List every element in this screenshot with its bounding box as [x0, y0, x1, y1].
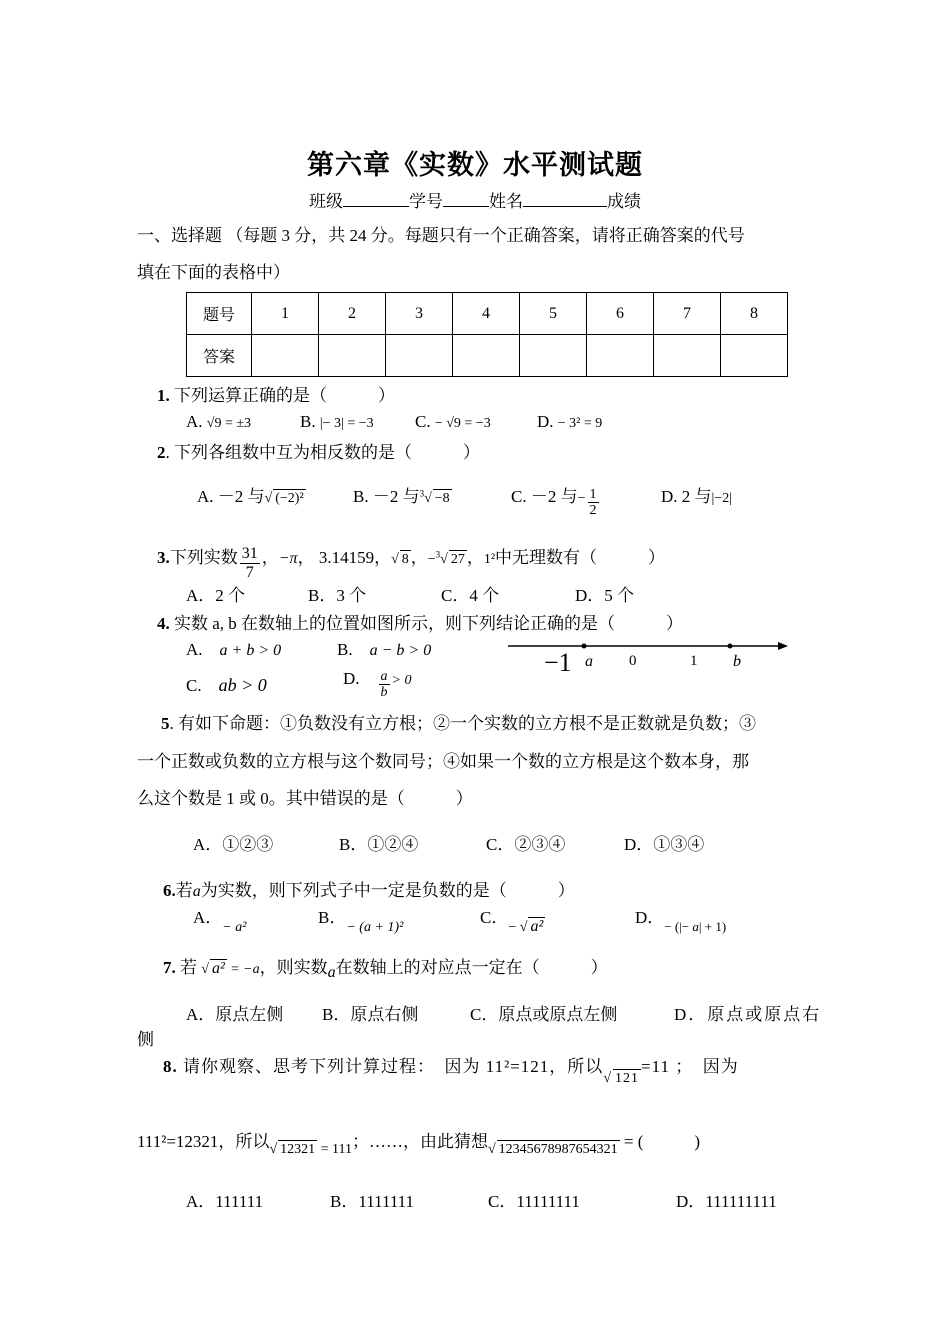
label-b: b [733, 653, 741, 670]
table-num-3: 3 [386, 293, 453, 335]
table-num-8: 8 [721, 293, 788, 335]
label-minus-one: −1 [544, 648, 572, 677]
q6-option-b: B．$_{- (a + 1)^2}$ [318, 908, 404, 935]
class-label: 班级 [309, 192, 343, 211]
table-num-1: 1 [252, 293, 319, 335]
q1-stem: 1. 下列运算正确的是（ ） [157, 386, 395, 405]
table-num-7: 7 [654, 293, 721, 335]
table-num-5: 5 [520, 293, 587, 335]
section1-instruction-1: 一、选择题 （每题 3 分，共 24 分。每题只有一个正确答案，请将正确答案的代号 [137, 226, 745, 245]
table-header-row [187, 293, 788, 335]
number-label: 学号 [409, 192, 443, 211]
q3-option-b: B．3 个 [308, 586, 367, 605]
q2-option-b: B. －2 与$^3$√ −8 [353, 487, 450, 506]
q8-line-1: 8. 请你观察、思考下列计算过程： 因为 11²=121，所以$_{√ 121}$=11 ； 因为 [163, 1057, 739, 1086]
q2-option-c: C. －2 与− $\frac{1}{2}$ [511, 487, 597, 518]
number-line [508, 636, 788, 676]
q2-option-a: A. －2 与√ (−2)² [197, 487, 304, 506]
q2-option-d: D. 2 与|−2| [661, 487, 733, 506]
label-a: a [585, 653, 593, 670]
q6-stem: 6.若a为实数，则下列式子中一定是负数的是（ ） [163, 881, 575, 900]
score-label: 成绩 [607, 192, 641, 211]
table-row-header: 题号 [187, 293, 252, 335]
q3-option-d: D．5 个 [575, 586, 635, 605]
q1-option-c: C. − √9 = −3 [415, 412, 491, 431]
number-blank[interactable] [443, 190, 489, 207]
q5-line-3: 么这个数是 1 或 0。其中错误的是（ ） [137, 789, 473, 808]
q5-option-c: C．②③④ [486, 835, 566, 854]
q5-option-d: D．①③④ [624, 835, 705, 854]
q7-option-b: B．原点右侧 [322, 1005, 419, 1024]
answer-table [186, 292, 788, 377]
q6-option-d: D．$_{- (|- a| + 1)}$ [635, 908, 727, 934]
class-blank[interactable] [343, 190, 409, 207]
answer-cell-4[interactable] [453, 335, 520, 377]
table-answer-row [187, 335, 788, 377]
q8-line-2: 111²=12321，所以$_{√ 12321 = 111}$；……，由此猜想$_{√ 12345678987654321}$ = ( ) [137, 1132, 701, 1157]
name-label: 姓名 [489, 192, 523, 211]
name-blank[interactable] [523, 190, 607, 207]
q7-option-a: A．原点左侧 [186, 1005, 284, 1024]
answer-cell-3[interactable] [386, 335, 453, 377]
q7-stem: 7. 若 √ a² = −a，则实数a在数轴上的对应点一定在（ ） [163, 958, 608, 981]
q5-option-b: B．①②④ [339, 835, 419, 854]
q6-option-a: A．$_{- a^2}$ [193, 908, 247, 935]
q3-option-c: C．4 个 [441, 586, 500, 605]
student-info-line [0, 187, 950, 212]
table-answer-label: 答案 [187, 335, 252, 377]
q4-option-b: B. a − b > 0 [337, 640, 432, 659]
table-num-6: 6 [587, 293, 654, 335]
label-one: 1 [690, 653, 698, 669]
q8-option-b: B．1111111 [330, 1192, 415, 1211]
q7-option-d: D．原点或原点右 [674, 1005, 822, 1024]
q5-option-a: A．①②③ [193, 835, 274, 854]
q6-option-c: C．$_{- √ a^2}$ [480, 908, 544, 935]
answer-cell-8[interactable] [721, 335, 788, 377]
table-num-2: 2 [319, 293, 386, 335]
q4-option-d: D. $\frac{a}{b}$ > 0 [343, 669, 412, 700]
q1-option-a: A. √9 = ±3 [186, 412, 252, 431]
q3-stem: 3.下列实数 $\frac{31}{7}$ ，−π， 3.14159，√ 8 ，−$^3$√ 27 ，1²中无理数有（ ） [157, 545, 666, 581]
answer-cell-7[interactable] [654, 335, 721, 377]
answer-cell-2[interactable] [319, 335, 386, 377]
label-zero: 0 [629, 653, 637, 669]
q7-option-d-cont: 侧 [137, 1030, 154, 1049]
answer-cell-6[interactable] [587, 335, 654, 377]
q7-option-c: C．原点或原点左侧 [470, 1005, 618, 1024]
q5-line-1: 5. 有如下命题：①负数没有立方根；②一个实数的立方根不是正数就是负数；③ [161, 714, 756, 733]
q1-option-b: B. |− 3| = −3 [300, 412, 374, 431]
q1-option-d: D. − 3² = 9 [537, 412, 603, 431]
section1-instruction-2: 填在下面的表格中） [137, 263, 290, 282]
table-num-4: 4 [453, 293, 520, 335]
page-title: 第六章《实数》水平测试题 [307, 150, 643, 180]
q8-option-a: A．111111 [186, 1192, 264, 1211]
answer-cell-5[interactable] [520, 335, 587, 377]
q8-option-d: D．111111111 [676, 1192, 777, 1211]
q2-stem: 2. 下列各组数中互为相反数的是（ ） [157, 443, 480, 462]
q4-option-c: C. ab > 0 [186, 675, 267, 695]
q8-option-c: C．11111111 [488, 1192, 580, 1211]
q5-line-2: 一个正数或负数的立方根与这个数同号；④如果一个数的立方根是这个数本身，那 [137, 752, 749, 771]
q3-option-a: A．2 个 [186, 586, 246, 605]
q4-stem: 4. 实数 a, b 在数轴上的位置如图所示，则下列结论正确的是（ ） [157, 614, 684, 633]
answer-cell-1[interactable] [252, 335, 319, 377]
q4-option-a: A. a + b > 0 [186, 640, 282, 659]
